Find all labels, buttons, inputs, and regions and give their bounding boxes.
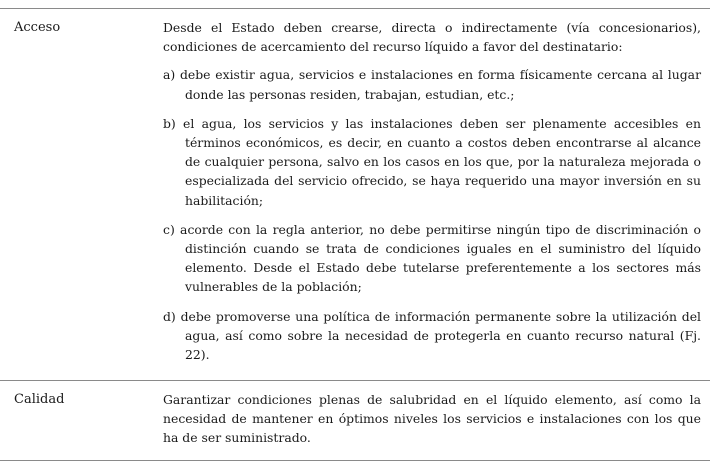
acceso-item-c: c) acorde con la regla anterior, no debe permitirse ningún tipo de discriminación o distinción cuando se trata de condiciones iguales en el suministro del líquido elemento. Desde el Estado debe tutelarse preferentemente a los sectores más vulnerables de la población; [163,221,701,295]
row-content-acceso [163,18,701,364]
row-content-calidad [163,390,701,448]
table-row-divider [0,380,710,381]
acceso-item-d: d) debe promoverse una política de información permanente sobre la utilización del agua, así como sobre la necesidad de protegerla en cuanto recurso natural (Fj. 22). [163,308,701,363]
table-top-rule [0,8,710,9]
row-label-acceso: Acceso [14,20,61,35]
acceso-item-b: b) el agua, los servicios y las instalaciones deben ser plenamente accesibles en términos económicos, es decir, en cuanto a costos deben encontrarse al alcance de cualquier persona, salvo en los casos en los que, por la naturaleza mejorada o especializada del servicio ofrecido, se haya requerido una mayor inversión en su habilitación; [163,115,701,208]
acceso-intro: Desde el Estado deben crearse, directa o indirectamente (vía concesionarios), condiciones de acercamiento del recurso líquido a favor del destinatario: [163,20,701,55]
acceso-item-a: a) debe existir agua, servicios e instalaciones en forma físicamente cercana al lugar donde las personas residen, trabajan, estudian, etc.; [163,67,701,102]
calidad-text: Garantizar condiciones plenas de salubridad en el líquido elemento, así como la necesidad de mantener en óptimos niveles los servicios e instalaciones con los que ha de ser suministrado. [163,392,701,446]
table-bottom-rule [0,460,710,461]
row-label-calidad: Calidad [14,392,65,407]
